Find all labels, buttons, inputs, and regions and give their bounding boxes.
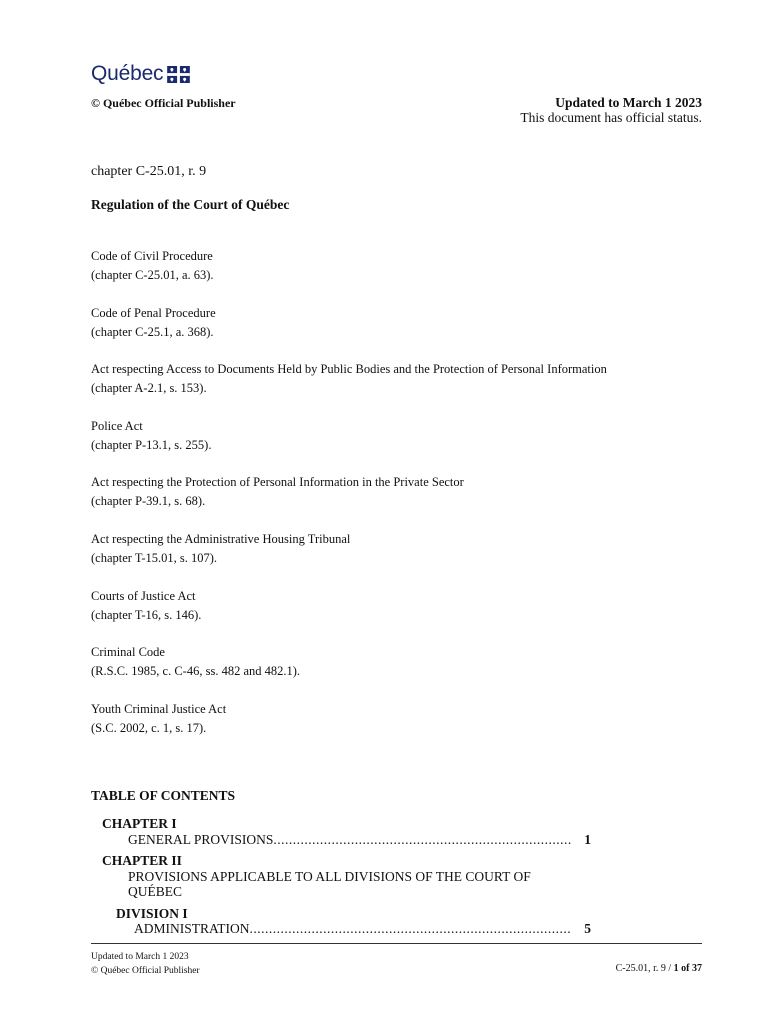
law-item [91, 473, 711, 530]
enabling-laws-list [91, 247, 711, 756]
chapter-reference: chapter C-25.01, r. 9 [91, 164, 207, 179]
toc-leader-dots [273, 832, 571, 848]
law-ref: (chapter P-39.1, s. 68). [91, 494, 206, 509]
official-status: This document has official status. [520, 110, 702, 125]
law-ref: (chapter C-25.01, a. 63). [91, 268, 214, 282]
toc-page-number: 5 [584, 921, 591, 936]
regulation-title: Regulation of the Court of Québec [91, 197, 290, 212]
law-item [91, 587, 711, 644]
footer-doc-ref: C-25.01, r. 9 / [615, 963, 674, 974]
law-name: Code of Penal Procedure [91, 305, 216, 320]
toc-link-administration[interactable] [134, 921, 591, 937]
law-name: Youth Criminal Justice Act [91, 701, 227, 716]
toc-page-number: 1 [584, 831, 591, 847]
table-of-contents [91, 816, 591, 937]
law-name: Act respecting the Administrative Housing Tribunal [91, 531, 351, 546]
fleurdelise-flag-icon [167, 66, 190, 83]
footer-left [91, 950, 200, 978]
toc-link-general-provisions[interactable] [128, 832, 591, 848]
law-item [91, 700, 711, 757]
footer-divider [91, 943, 702, 944]
law-item [91, 360, 711, 417]
law-name: Courts of Justice Act [91, 588, 196, 603]
law-item [91, 247, 711, 304]
footer-publisher: © Québec Official Publisher [91, 966, 200, 976]
law-item [91, 643, 711, 700]
footer-page-ref [616, 963, 702, 974]
law-name: Act respecting the Protection of Personal Information in the Private Sector [91, 475, 464, 490]
quebec-logo [91, 62, 190, 86]
law-ref: (R.S.C. 1985, c. C-46, ss. 482 and 482.1). [91, 664, 301, 679]
toc-link-provisions-all-divisions[interactable]: PROVISIONS APPLICABLE TO ALL DIVISIONS OF THE COURT OF QUÉBEC [128, 868, 531, 899]
toc-leader-dots [250, 921, 572, 937]
toc-entry-title: GENERAL PROVISIONS [128, 831, 274, 847]
footer-page-count: 1 of 37 [673, 963, 702, 974]
law-name: Police Act [91, 418, 143, 433]
logo-wordmark: Québec [91, 62, 164, 85]
toc-heading: TABLE OF CONTENTS [91, 788, 236, 803]
law-ref: (chapter C-25.1, a. 368). [91, 324, 214, 339]
law-name: Act respecting Access to Documents Held by Public Bodies and the Protection of Personal Information [91, 362, 607, 377]
law-ref: (chapter T-15.01, s. 107). [91, 550, 218, 565]
publisher-label: © Québec Official Publisher [91, 96, 236, 110]
toc-entry-title: ADMINISTRATION [134, 921, 250, 936]
law-name: Code of Civil Procedure [91, 249, 213, 263]
updated-date: Updated to March 1 2023 [555, 95, 702, 110]
toc-chapter-label: CHAPTER II [102, 853, 182, 868]
update-status [520, 95, 702, 125]
law-ref: (chapter A-2.1, s. 153). [91, 381, 207, 396]
toc-chapter-label: CHAPTER I [102, 816, 177, 831]
toc-division-label: DIVISION I [116, 905, 188, 921]
law-item [91, 417, 711, 474]
law-ref: (chapter T-16, s. 146). [91, 607, 202, 622]
law-ref: (chapter P-13.1, s. 255). [91, 437, 212, 452]
law-name: Criminal Code [91, 645, 165, 660]
law-ref: (S.C. 2002, c. 1, s. 17). [91, 720, 207, 735]
law-item [91, 530, 711, 587]
law-item [91, 304, 711, 361]
footer-updated: Updated to March 1 2023 [91, 952, 189, 962]
